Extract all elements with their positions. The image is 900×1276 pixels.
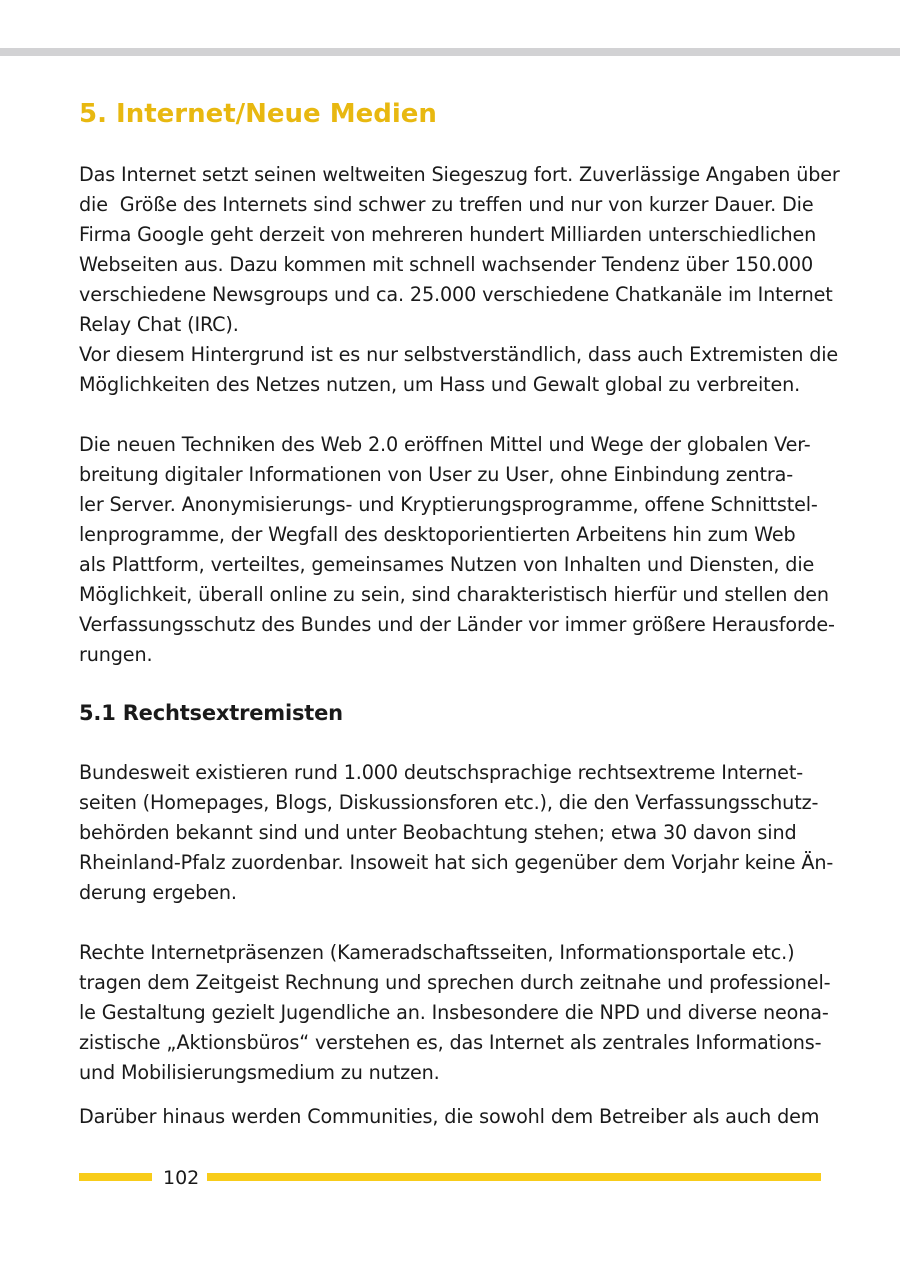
page-number: 102 bbox=[163, 1167, 200, 1189]
page-footer bbox=[79, 1164, 821, 1192]
text-line: Bundesweit existieren rund 1.000 deutschsprachige rechtsextreme Internet- bbox=[79, 761, 803, 784]
paragraph-section-3 bbox=[79, 1102, 824, 1132]
text-line: und Mobilisierungsmedium zu nutzen. bbox=[79, 1061, 440, 1084]
text-line: Vor diesem Hintergrund ist es nur selbstverständlich, dass auch Extremisten die bbox=[79, 343, 839, 366]
footer-bar-right bbox=[207, 1173, 821, 1181]
text-line: lenprogramme, der Wegfall des desktoporientierten Arbeitens hin zum Web bbox=[79, 523, 796, 546]
paragraph-intro-2 bbox=[79, 430, 835, 670]
text-line: breitung digitaler Informationen von User zu User, ohne Einbindung zentra- bbox=[79, 463, 793, 486]
text-line: zistische „Aktionsbüros“ verstehen es, das Internet als zentrales Informations- bbox=[79, 1031, 822, 1054]
text-line: behörden bekannt sind und unter Beobachtung stehen; etwa 30 davon sind bbox=[79, 821, 797, 844]
text-line: verschiedene Newsgroups und ca. 25.000 verschiedene Chatkanäle im Internet bbox=[79, 283, 833, 306]
text-line: Verfassungsschutz des Bundes und der Länder vor immer größere Herausforde- bbox=[79, 613, 835, 636]
footer-bar-left bbox=[79, 1173, 152, 1181]
text-line: die Größe des Internets sind schwer zu treffen und nur von kurzer Dauer. Die bbox=[79, 193, 814, 216]
text-line: le Gestaltung gezielt Jugendliche an. Insbesondere die NPD und diverse neona- bbox=[79, 1001, 829, 1024]
text-line: rungen. bbox=[79, 643, 153, 666]
chapter-title: 5. Internet/Neue Medien bbox=[79, 99, 437, 129]
paragraph-intro-1 bbox=[79, 160, 840, 400]
text-line: als Plattform, verteiltes, gemeinsames Nutzen von Inhalten und Diensten, die bbox=[79, 553, 815, 576]
text-line: Rheinland-Pfalz zuordenbar. Insoweit hat sich gegenüber dem Vorjahr keine Än- bbox=[79, 851, 834, 874]
text-line: ler Server. Anonymisierungs- und Kryptierungsprogramme, offene Schnittstel- bbox=[79, 493, 818, 516]
text-line: seiten (Homepages, Blogs, Diskussionsforen etc.), die den Verfassungsschutz- bbox=[79, 791, 819, 814]
top-rule bbox=[0, 48, 900, 56]
paragraph-section-2 bbox=[79, 938, 831, 1088]
text-line: tragen dem Zeitgeist Rechnung und sprechen durch zeitnahe und professionel- bbox=[79, 971, 831, 994]
text-line: Firma Google geht derzeit von mehreren hundert Milliarden unterschiedlichen bbox=[79, 223, 817, 246]
text-line: Möglichkeiten des Netzes nutzen, um Hass und Gewalt global zu verbreiten. bbox=[79, 373, 801, 396]
text-line: Möglichkeit, überall online zu sein, sind charakteristisch hierfür und stellen den bbox=[79, 583, 829, 606]
text-line: Darüber hinaus werden Communities, die sowohl dem Betreiber als auch dem bbox=[79, 1105, 820, 1128]
page-content bbox=[79, 94, 840, 1132]
paragraph-section-1 bbox=[79, 758, 834, 908]
text-line: Rechte Internetpräsenzen (Kameradschaftsseiten, Informationsportale etc.) bbox=[79, 941, 795, 964]
text-line: derung ergeben. bbox=[79, 881, 237, 904]
text-line: Die neuen Techniken des Web 2.0 eröffnen Mittel und Wege der globalen Ver- bbox=[79, 433, 811, 456]
section-title: 5.1 Rechtsextremisten bbox=[79, 701, 343, 725]
text-line: Webseiten aus. Dazu kommen mit schnell wachsender Tendenz über 150.000 bbox=[79, 253, 814, 276]
text-line: Relay Chat (IRC). bbox=[79, 313, 239, 336]
text-line: Das Internet setzt seinen weltweiten Siegeszug fort. Zuverlässige Angaben über bbox=[79, 163, 840, 186]
